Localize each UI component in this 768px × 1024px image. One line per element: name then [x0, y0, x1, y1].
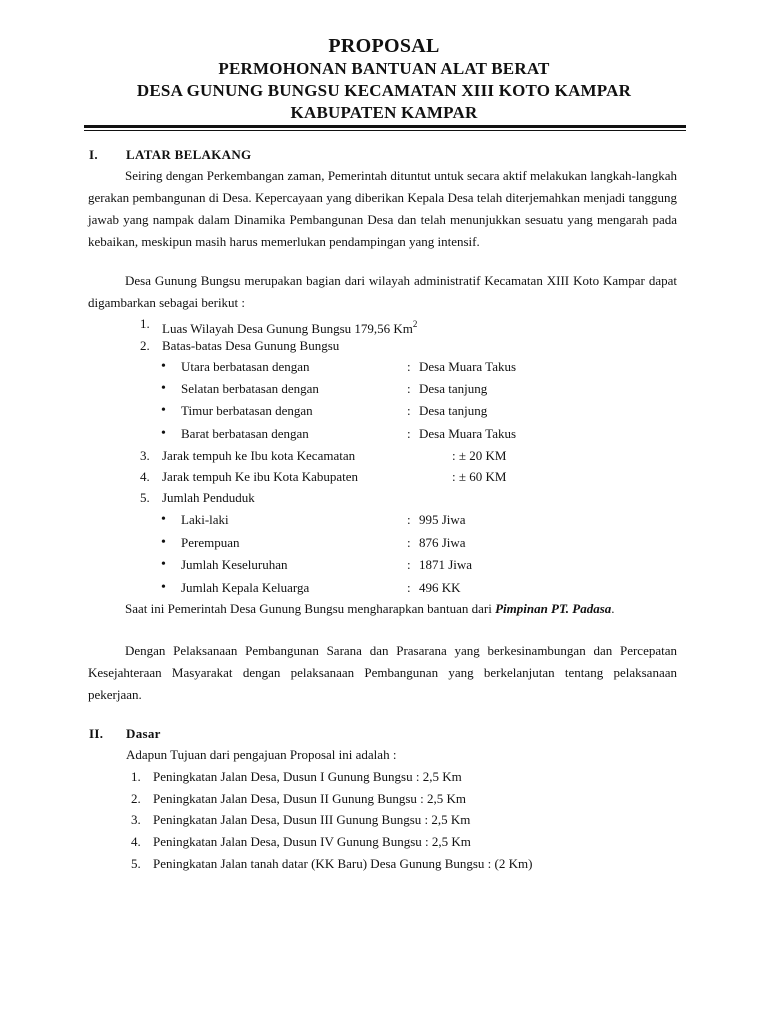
section-2-intro: Adapun Tujuan dari pengajuan Proposal ini adalah :: [126, 747, 397, 762]
section-1-paragraph-3: [88, 598, 677, 620]
document-title: PROPOSAL: [328, 35, 440, 57]
list-number: 2.: [140, 338, 150, 353]
population-separator: :: [407, 535, 411, 550]
border-label: Selatan berbatasan dengan: [181, 381, 319, 396]
paragraph-3-text: Saat ini Pemerintah Desa Gunung Bungsu mengharapkan bantuan dari: [125, 601, 492, 616]
paragraph-text: [88, 598, 677, 620]
population-heading: Jumlah Penduduk: [162, 490, 255, 505]
population-separator: :: [407, 512, 411, 527]
objective-number: 1.: [131, 769, 141, 784]
bullet-icon: •: [161, 580, 166, 595]
bullet-icon: •: [161, 426, 166, 441]
bullet-icon: •: [161, 512, 166, 527]
document-header: [0, 34, 768, 124]
border-value: Desa Muara Takus: [419, 359, 517, 374]
population-value: 876 Jiwa: [419, 535, 466, 550]
list-number: 1.: [140, 316, 150, 331]
border-separator: :: [407, 426, 411, 441]
section-2-number: II.: [89, 726, 104, 741]
paragraph-3-end: .: [611, 601, 615, 616]
population-value: 1871 Jiwa: [419, 557, 473, 572]
company-name-part-2: Padasa: [572, 601, 612, 616]
header-rule-thick: [84, 125, 686, 128]
area-superscript: 2: [412, 319, 418, 329]
objective-text: Peningkatan Jalan Desa, Dusun I Gunung Bungsu : 2,5 Km: [153, 769, 462, 784]
section-2-title: Dasar: [126, 726, 161, 741]
area-text: Luas Wilayah Desa Gunung Bungsu 179,56 Km: [162, 321, 413, 336]
list-number: 5.: [140, 490, 150, 505]
subtitle-line-1: PERMOHONAN BANTUAN ALAT BERAT: [218, 59, 550, 78]
distance-kabupaten-label: Jarak tempuh Ke ibu Kota Kabupaten: [162, 469, 359, 484]
population-separator: :: [407, 580, 411, 595]
objective-number: 2.: [131, 791, 141, 806]
list-number: 3.: [140, 448, 150, 463]
bullet-icon: •: [161, 381, 166, 396]
border-label: Barat berbatasan dengan: [181, 426, 309, 441]
population-value: 995 Jiwa: [419, 512, 466, 527]
population-label: Perempuan: [181, 535, 240, 550]
population-label: Jumlah Keseluruhan: [181, 557, 288, 572]
header-rule-thin: [84, 130, 686, 131]
subtitle-line-3: KABUPATEN KAMPAR: [290, 103, 478, 122]
population-separator: :: [407, 557, 411, 572]
border-value: Desa tanjung: [419, 381, 488, 396]
objective-text: Peningkatan Jalan Desa, Dusun III Gunung Bungsu : 2,5 Km: [153, 812, 471, 827]
bullet-icon: •: [161, 535, 166, 550]
distance-kecamatan-label: Jarak tempuh ke Ibu kota Kecamatan: [162, 448, 356, 463]
bullet-icon: •: [161, 557, 166, 572]
section-1-paragraph-4: [88, 640, 677, 706]
objective-text: Peningkatan Jalan Desa, Dusun IV Gunung Bungsu : 2,5 Km: [153, 834, 471, 849]
population-value: 496 KK: [419, 580, 461, 595]
section-1-paragraph-1: [88, 165, 677, 253]
company-name-part-1: Pimpinan PT.: [495, 601, 569, 616]
border-label: Utara berbatasan dengan: [181, 359, 310, 374]
border-separator: :: [407, 403, 411, 418]
objective-number: 4.: [131, 834, 141, 849]
subtitle-line-2: DESA GUNUNG BUNGSU KECAMATAN XIII KOTO KAMPAR: [136, 81, 632, 100]
border-separator: :: [407, 381, 411, 396]
paragraph-text: Dengan Pelaksanaan Pembangunan Sarana dan Prasarana yang berkesinambungan dan Percepatan Kesejahteraan Masyarakat dengan pelaksanaan Pembangunan yang berkelanjutan tentang pelaksanaan pekerjaan.: [88, 643, 677, 702]
objective-text: Peningkatan Jalan tanah datar (KK Baru) Desa Gunung Bungsu : (2 Km): [153, 856, 533, 871]
border-label: Timur berbatasan dengan: [181, 403, 313, 418]
list-item-area: [162, 316, 417, 337]
population-label: Jumlah Kepala Keluarga: [181, 580, 310, 595]
section-1-number: I.: [89, 147, 98, 162]
population-label: Laki-laki: [181, 512, 229, 527]
distance-kecamatan-value: : ± 20 KM: [452, 448, 507, 463]
list-number: 4.: [140, 469, 150, 484]
paragraph-text: Desa Gunung Bungsu merupakan bagian dari wilayah administratif Kecamatan XIII Koto Kampar dapat digambarkan sebagai berikut :: [88, 273, 677, 310]
objective-text: Peningkatan Jalan Desa, Dusun II Gunung Bungsu : 2,5 Km: [153, 791, 467, 806]
paragraph-text: Seiring dengan Perkembangan zaman, Pemerintah dituntut untuk secara aktif melakukan langkah-langkah gerakan pembangunan di Desa. Kepercayaan yang diberikan Kepala Desa telah diterjemahkan menjadi tanggung jawab yang nampak dalam Dinamika Pembangunan Desa dan telah menunjukkan sesuatu yang mengarah pada kebaikan, meskipun masih harus memerlukan pendampingan yang intensif.: [88, 168, 677, 249]
objective-number: 5.: [131, 856, 141, 871]
section-1-title: LATAR BELAKANG: [126, 147, 252, 162]
distance-kabupaten-value: : ± 60 KM: [452, 469, 507, 484]
section-1-paragraph-2: [88, 270, 677, 314]
border-separator: :: [407, 359, 411, 374]
border-value: Desa Muara Takus: [419, 426, 517, 441]
border-value: Desa tanjung: [419, 403, 488, 418]
objective-number: 3.: [131, 812, 141, 827]
bullet-icon: •: [161, 403, 166, 418]
bullet-icon: •: [161, 359, 166, 374]
list-item-borders: Batas-batas Desa Gunung Bungsu: [162, 338, 340, 353]
